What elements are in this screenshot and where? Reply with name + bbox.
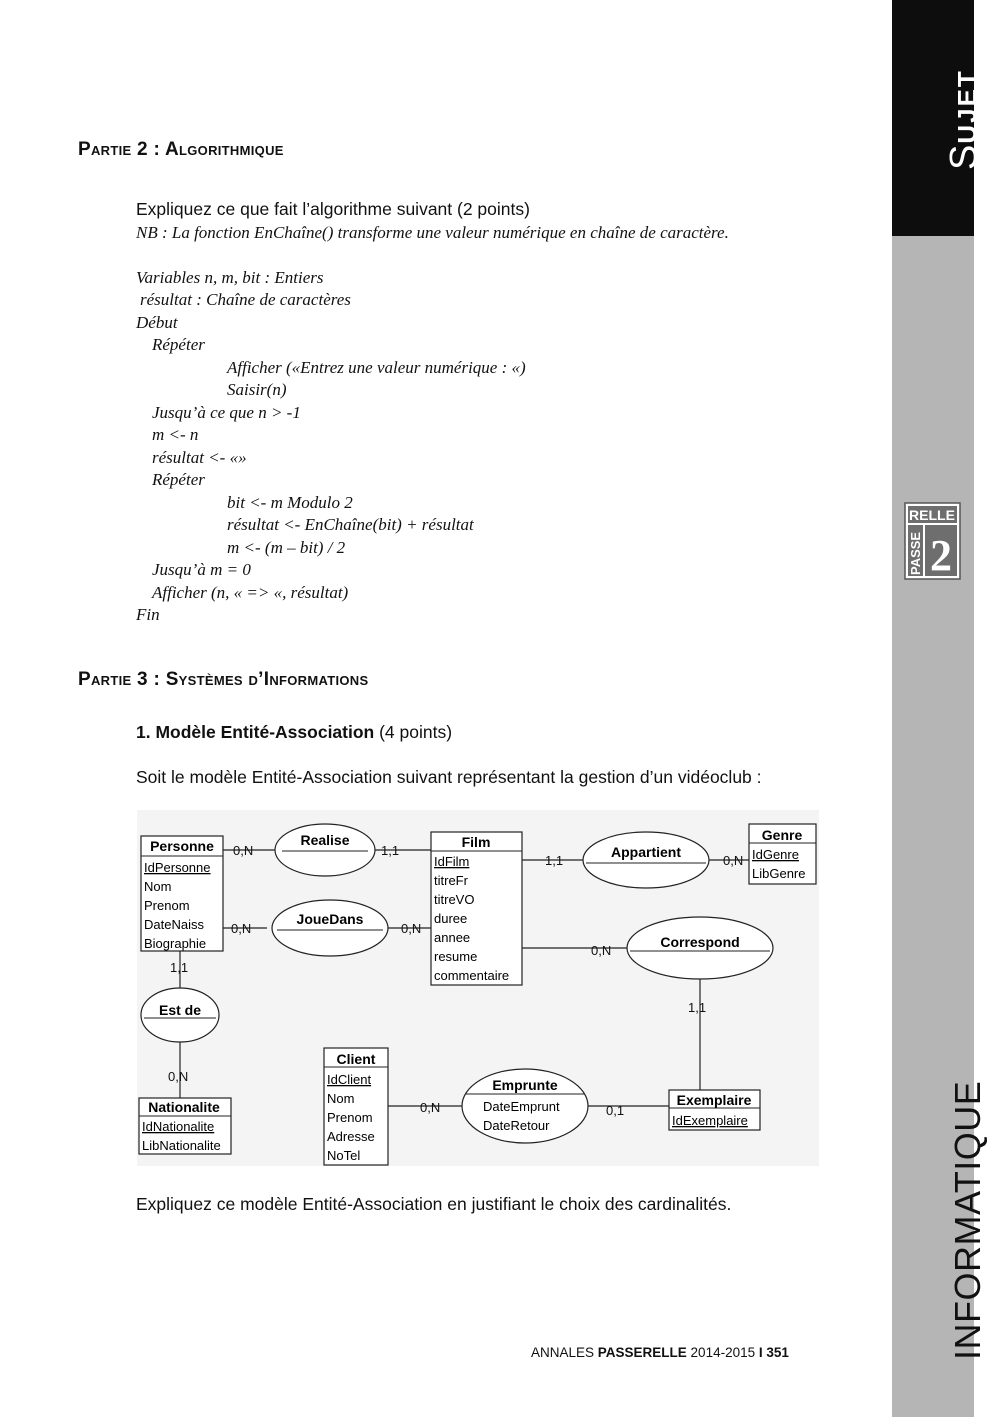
entity-attr: annee (434, 930, 471, 945)
entity-attr: Nom (144, 879, 172, 894)
part2-heading: Partie 2 : Algorithmique (78, 139, 284, 160)
entity-id: IdFilm (434, 854, 470, 869)
entity-client (324, 1048, 388, 1165)
card-label: 1,1 (381, 843, 400, 858)
algo-line: Variables n, m, bit : Entiers (136, 268, 324, 287)
part2-question: Expliquez ce que fait l’algorithme suivant (2 points) (136, 199, 530, 219)
entity-id: IdExemplaire (672, 1113, 748, 1128)
er-diagram (137, 810, 819, 1166)
algo-line: résultat <- EnChaîne(bit) + résultat (227, 515, 474, 534)
entity-title: Exemplaire (676, 1092, 752, 1108)
entity-attr: LibNationalite (142, 1138, 221, 1153)
subject-vertical-label: INFORMATIQUE (947, 1080, 988, 1360)
association-correspond (627, 917, 773, 979)
algo-line: Afficher (n, « => «, résultat) (152, 583, 349, 602)
card-label: 1,1 (545, 853, 564, 868)
association-title: Correspond (660, 934, 740, 950)
association-realise (275, 824, 375, 876)
part2-note: NB : La fonction EnChaîne() transforme une valeur numérique en chaîne de caractère. (136, 223, 729, 242)
logo-top-text: RELLE (909, 507, 955, 523)
part3-subheading: 1. Modèle Entité-Association (4 points) (136, 722, 453, 742)
algo-line: Fin (136, 605, 160, 624)
entity-title: Nationalite (148, 1099, 220, 1115)
entity-attr: Biographie (144, 936, 207, 951)
algo-line: Saisir(n) (227, 380, 287, 399)
entity-id: IdGenre (752, 847, 799, 862)
entity-attr: DateNaiss (144, 917, 204, 932)
passerelle-logo (905, 503, 960, 579)
algo-line: Jusqu’à m = 0 (152, 560, 251, 579)
card-label: 0,N (231, 921, 252, 936)
card-label: 0,N (420, 1100, 441, 1115)
part3-intro: Soit le modèle Entité-Association suivant représentant la gestion d’un vidéoclub : (136, 767, 762, 787)
entity-attr: resume (434, 949, 478, 964)
logo-side-text: PASSE (908, 531, 923, 575)
algo-line: résultat : Chaîne de caractères (140, 290, 351, 309)
card-label: 0,N (723, 853, 744, 868)
card-label: 0,N (233, 843, 254, 858)
card-label: 0,N (168, 1069, 189, 1084)
algo-line: Répéter (152, 470, 205, 489)
part3-heading: Partie 3 : Systèmes d’Informations (78, 669, 369, 690)
card-label: 1,1 (170, 960, 189, 975)
entity-title: Genre (761, 827, 803, 843)
entity-nationalite (139, 1098, 231, 1154)
entity-attr: duree (434, 911, 468, 926)
entity-title: Personne (150, 838, 214, 854)
card-label: 0,1 (606, 1103, 625, 1118)
entity-id: IdNationalite (142, 1119, 215, 1134)
entity-genre (749, 824, 816, 884)
entity-exemplaire (669, 1090, 760, 1130)
entity-attr: commentaire (434, 968, 510, 983)
association-attr: DateEmprunt (483, 1099, 560, 1114)
algo-line: Afficher («Entrez une valeur numérique : «) (227, 358, 526, 377)
association-attr: DateRetour (483, 1118, 550, 1133)
association-title: Emprunte (492, 1077, 558, 1093)
entity-id: IdPersonne (144, 860, 211, 875)
entity-attr: Nom (327, 1091, 355, 1106)
entity-personne (141, 836, 223, 951)
algo-line: Répéter (152, 335, 205, 354)
part3-closing-question: Expliquez ce modèle Entité-Association en justifiant le choix des cardinalités. (136, 1194, 732, 1214)
entity-attr: Prenom (327, 1110, 373, 1125)
page-footer: ANNALES PASSERELLE 2014-2015 I 351 (531, 1345, 789, 1360)
card-label: 1,1 (688, 1000, 707, 1015)
association-title: Est de (158, 1002, 202, 1018)
entity-attr: LibGenre (752, 866, 806, 881)
algo-line: résultat <- «» (152, 448, 247, 467)
association-emprunte (462, 1069, 588, 1143)
page-number: 351 (762, 1345, 789, 1360)
entity-title: Film (461, 834, 491, 850)
entity-attr: Adresse (327, 1129, 375, 1144)
section-label-sujet: SUJET (943, 69, 985, 170)
algo-line: m <- n (152, 425, 199, 444)
association-appartient (583, 832, 709, 888)
association-est-de (141, 988, 219, 1042)
algo-line: Jusqu’à ce que n > -1 (152, 403, 301, 422)
algo-line: bit <- m Modulo 2 (227, 493, 353, 512)
association-title: JoueDans (296, 911, 364, 927)
entity-attr: Prenom (144, 898, 190, 913)
entity-attr: titreFr (434, 873, 468, 888)
association-jouedans (272, 900, 388, 956)
association-title: Realise (300, 832, 350, 848)
entity-attr: titreVO (434, 892, 475, 907)
entity-title: Client (336, 1051, 376, 1067)
entity-film (431, 832, 522, 985)
entity-attr: NoTel (327, 1148, 361, 1163)
logo-number: 2 (930, 531, 952, 580)
algo-line: m <- (m – bit) / 2 (227, 538, 346, 557)
association-title: Appartient (611, 844, 681, 860)
card-label: 0,N (401, 921, 422, 936)
algo-line: Début (136, 313, 178, 332)
entity-id: IdClient (327, 1072, 372, 1087)
card-label: 0,N (591, 943, 612, 958)
